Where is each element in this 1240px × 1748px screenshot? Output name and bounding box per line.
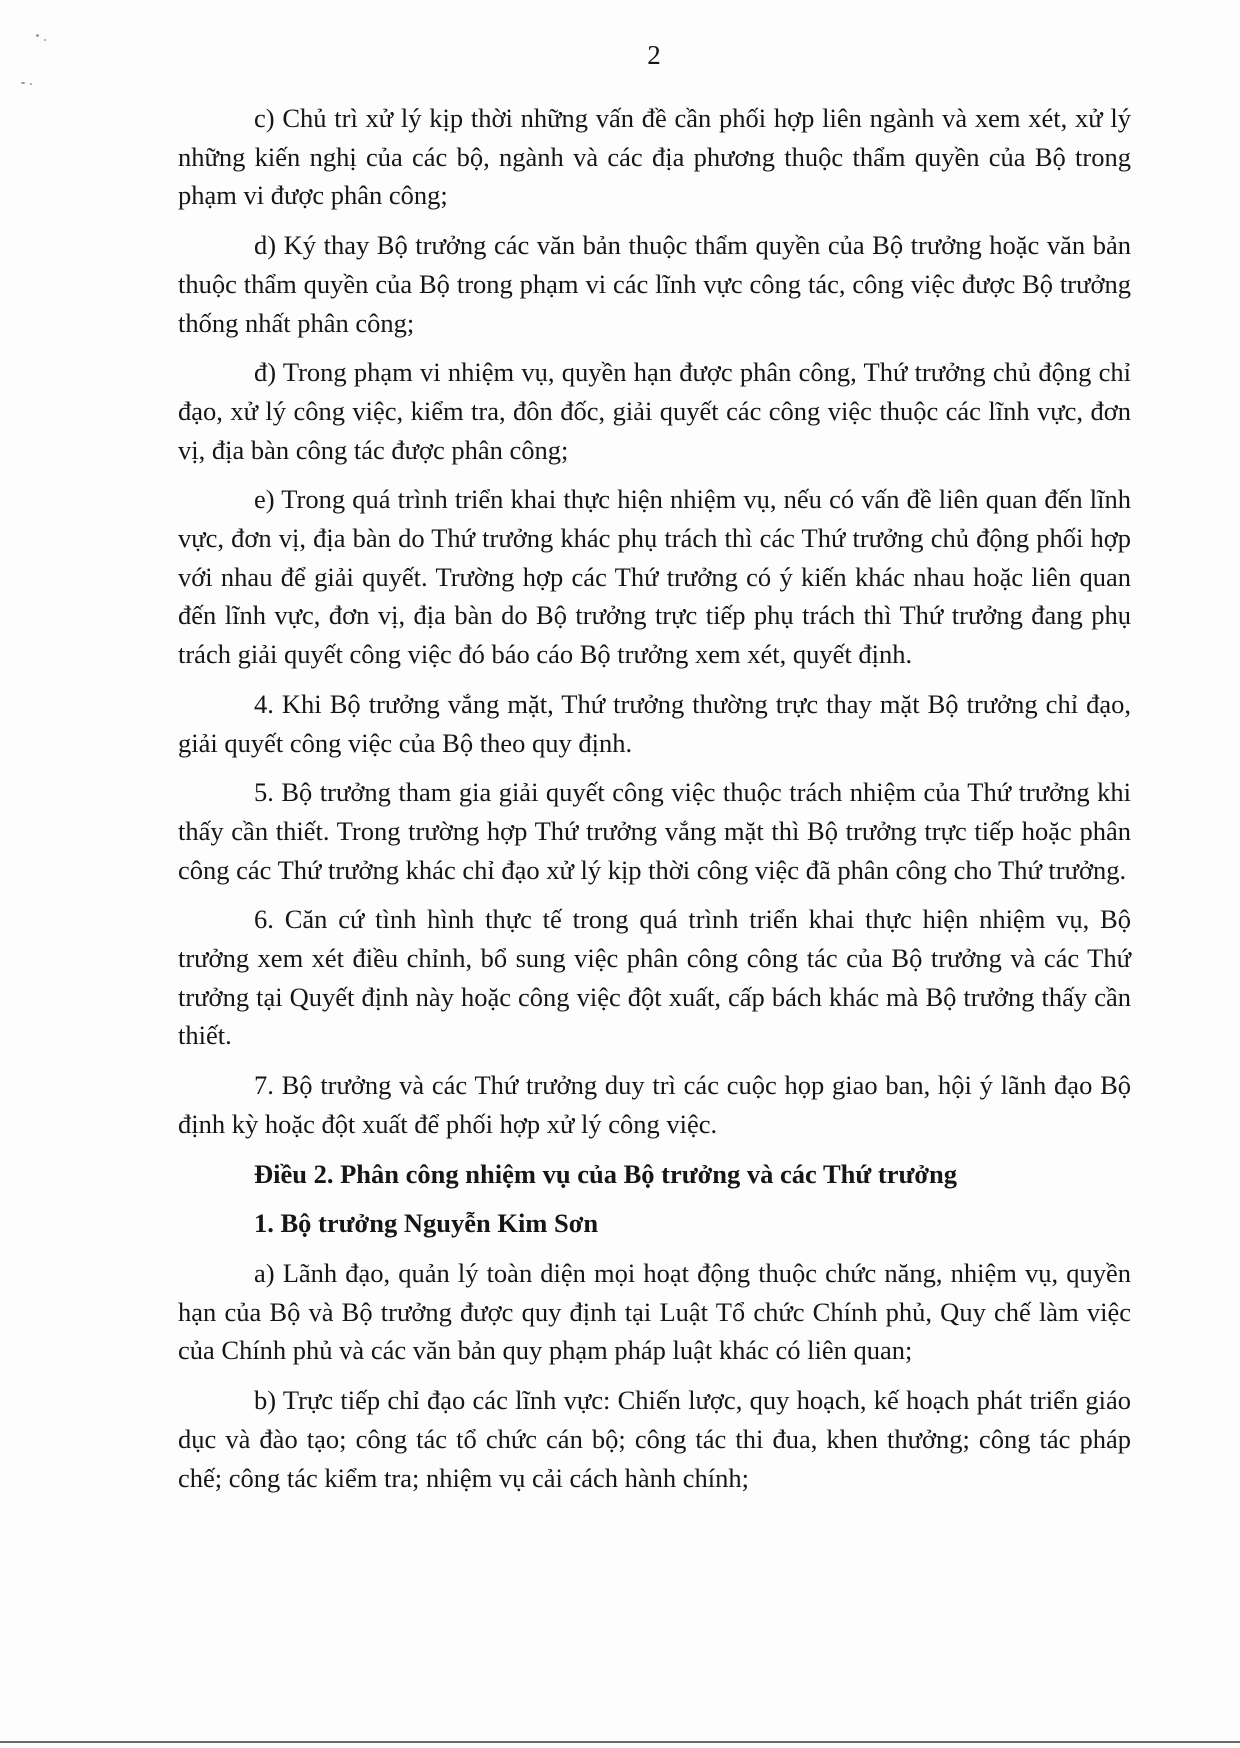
bottom-border-line <box>0 1741 1240 1743</box>
paragraph: d) Ký thay Bộ trưởng các văn bản thuộc thẩm quyền của Bộ trưởng hoặc văn bản thuộc thẩm quyền của Bộ trong phạm vi các lĩnh vực công tác, công việc được Bộ trưởng thống nhất phân công; <box>178 230 1131 338</box>
paragraph: b) Trực tiếp chỉ đạo các lĩnh vực: Chiến lược, quy hoạch, kế hoạch phát triển giáo dục và đào tạo; công tác tổ chức cán bộ; công tác thi đua, khen thưởng; công tác pháp chế; công tác kiểm tra; nhiệm vụ cải cách hành chính; <box>178 1385 1131 1493</box>
scan-speck <box>30 83 32 85</box>
paragraph: 7. Bộ trưởng và các Thứ trưởng duy trì các cuộc họp giao ban, hội ý lãnh đạo Bộ định kỳ hoặc đột xuất để phối hợp xử lý công việc. <box>178 1070 1131 1139</box>
document-body <box>178 99 1131 1508</box>
paragraph: 6. Căn cứ tình hình thực tế trong quá trình triển khai thực hiện nhiệm vụ, Bộ trưởng xem xét điều chỉnh, bổ sung việc phân công công tác của Bộ trưởng và các Thứ trưởng tại Quyết định này hoặc công việc đột xuất, cấp bách khác mà Bộ trưởng thấy cần thiết. <box>178 904 1131 1051</box>
section-heading: 1. Bộ trưởng Nguyễn Kim Sơn <box>254 1208 599 1239</box>
paragraph: đ) Trong phạm vi nhiệm vụ, quyền hạn được phân công, Thứ trưởng chủ động chỉ đạo, xử lý công việc, kiểm tra, đôn đốc, giải quyết các công việc thuộc các lĩnh vực, đơn vị, địa bàn công tác được phân công; <box>178 357 1131 465</box>
paragraph: 5. Bộ trưởng tham gia giải quyết công việc thuộc trách nhiệm của Thứ trưởng khi thấy cần thiết. Trong trường hợp Thứ trưởng vắng mặt thì Bộ trưởng trực tiếp hoặc phân công các Thứ trưởng khác chỉ đạo xử lý kịp thời công việc đã phân công cho Thứ trưởng. <box>178 777 1131 885</box>
page-number: 2 <box>647 40 661 70</box>
paragraph: 4. Khi Bộ trưởng vắng mặt, Thứ trưởng thường trực thay mặt Bộ trưởng chỉ đạo, giải quyết công việc của Bộ theo quy định. <box>178 688 1131 758</box>
scan-speck <box>21 82 25 84</box>
scan-speck <box>36 34 39 37</box>
paragraph: e) Trong quá trình triển khai thực hiện nhiệm vụ, nếu có vấn đề liên quan đến lĩnh vực, đơn vị, địa bàn do Thứ trưởng khác phụ trách thì các Thứ trưởng chủ động phối hợp với nhau để giải quyết. Trường hợp các Thứ trưởng có ý kiến khác nhau hoặc liên quan đến lĩnh vực, đơn vị, địa bàn do Bộ trưởng trực tiếp phụ trách thì Thứ trưởng đang phụ trách giải quyết công việc đó báo cáo Bộ trưởng xem xét, quyết định. <box>178 484 1131 670</box>
paragraph: a) Lãnh đạo, quản lý toàn diện mọi hoạt động thuộc chức năng, nhiệm vụ, quyền hạn của Bộ và Bộ trưởng được quy định tại Luật Tổ chức Chính phủ, Quy chế làm việc của Chính phủ và các văn bản quy phạm pháp luật khác có liên quan; <box>178 1257 1131 1366</box>
paragraph: c) Chủ trì xử lý kịp thời những vấn đề cần phối hợp liên ngành và xem xét, xử lý những kiến nghị của các bộ, ngành và các địa phương thuộc thẩm quyền của Bộ trong phạm vi được phân công; <box>178 103 1131 211</box>
section-heading: Điều 2. Phân công nhiệm vụ của Bộ trưởng và các Thứ trưởng <box>254 1158 958 1189</box>
